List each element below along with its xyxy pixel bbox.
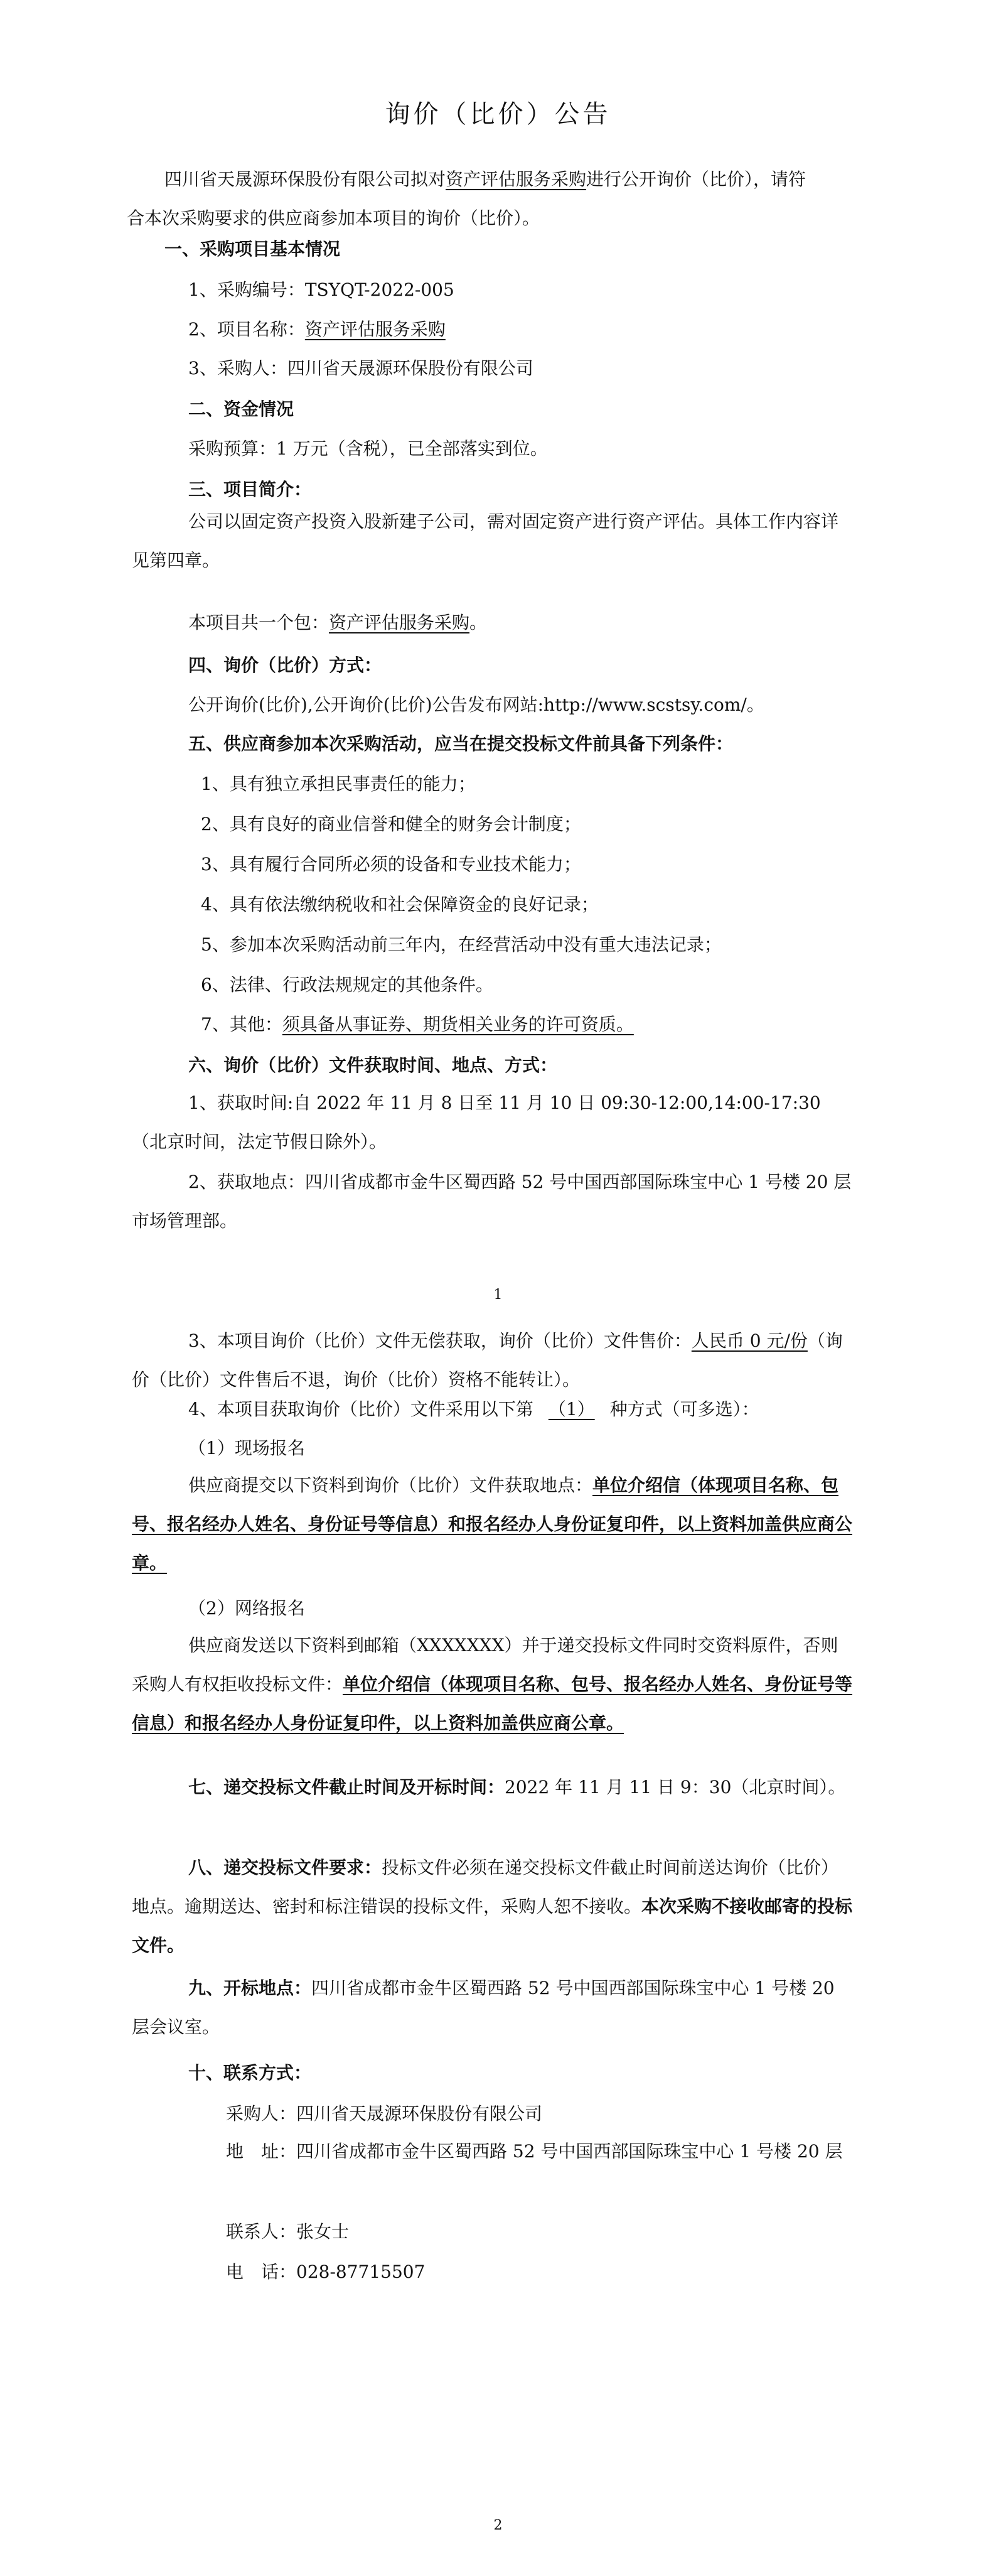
package-suffix: 。 <box>469 612 488 633</box>
method-onsite: （1）现场报名 <box>188 1438 305 1458</box>
project-name-label: 2、项目名称： <box>188 319 305 340</box>
intro-text: 四川省天晟源环保股份有限公司拟对 <box>164 169 446 190</box>
contact-person: 联系人：张女士 <box>226 2221 350 2242</box>
section-6-heading: 六、询价（比价）文件获取时间、地点、方式： <box>188 1055 558 1075</box>
section-10-heading: 十、联系方式： <box>188 2062 312 2083</box>
deadline <box>132 1768 854 1807</box>
contact-address: 地 址：四川省成都市金牛区蜀西路 52 号中国西部国际珠宝中心 1 号楼 20 层 <box>226 2141 843 2162</box>
submission-text: 投标文件必须在递交投标文件截止时间前送达询价（比价）地点。逾期送达、密封和标注错误的投标文件，采购人恕不接收。 <box>132 1857 839 1917</box>
opening-place-text: 四川省成都市金牛区蜀西路 52 号中国西部国际珠宝中心 1 号楼 20 层会议室。 <box>132 1978 835 2037</box>
file-price-value: 人民币 0 元/份 <box>691 1330 808 1351</box>
opening-place <box>132 1969 854 2047</box>
condition-item: 3、具有履行合同所必须的设备和专业技术能力； <box>201 854 581 875</box>
budget-text: 采购预算：1 万元（含税），已全部落实到位。 <box>188 438 548 459</box>
package-line <box>188 612 487 633</box>
file-price-text: 3、本项目询价（比价）文件无偿获取，询价（比价）文件售价： <box>188 1330 692 1351</box>
package-label: 本项目共一个包： <box>188 612 329 633</box>
other-value: 须具备从事证券、期货相关业务的许可资质。 <box>282 1014 634 1035</box>
intro-suffix: 进行公开询价（比价），请符合本次采购要求的供应商参加本项目的询价（比价）。 <box>127 169 806 229</box>
online-text: 供应商发送以下资料到邮箱（XXXXXXX）并于递交投标文件同时交资料原件，否则采购人有权拒收投标文件： <box>132 1635 838 1695</box>
section-4-heading: 四、询价（比价）方式： <box>188 655 382 676</box>
inquiry-method: 公开询价(比价),公开询价(比价)公告发布网站:http://www.scstsy.com/。 <box>188 694 764 715</box>
file-price <box>132 1322 854 1399</box>
onsite-text: 供应商提交以下资料到询价（比价）文件获取地点： <box>188 1475 593 1495</box>
deadline-text: 2022 年 11 月 11 日 9：30（北京时间）。 <box>505 1777 846 1797</box>
section-2-heading: 二、资金情况 <box>188 399 294 419</box>
section-1-heading: 一、采购项目基本情况 <box>164 239 341 259</box>
method-online: （2）网络报名 <box>188 1598 305 1619</box>
section-7-heading: 七、递交投标文件截止时间及开标时间： <box>188 1777 505 1797</box>
project-summary: 公司以固定资产投资入股新建子公司，需对固定资产进行资产评估。具体工作内容详见第四章。 <box>132 511 839 571</box>
contact-purchaser: 采购人：四川省天晟源环保股份有限公司 <box>226 2103 543 2124</box>
condition-item: 5、参加本次采购活动前三年内，在经营活动中没有重大违法记录； <box>201 934 722 955</box>
obtain-method-suffix: 种方式（可多选）： <box>609 1399 759 1420</box>
condition-item: 4、具有依法缴纳税收和社会保障资金的良好记录； <box>201 894 599 915</box>
condition-item-other <box>201 1014 634 1035</box>
onsite-requirements <box>132 1466 854 1583</box>
page-title: 询价（比价）公告 <box>385 100 611 129</box>
online-materials: 单位介绍信（体现项目名称、包号、报名经办人姓名、身份证号等信息）和报名经办人身份证复印件，以上资料加盖供应商公章。 <box>132 1674 853 1733</box>
contact-phone: 电 话：028-87715507 <box>226 2261 426 2282</box>
submission-requirements <box>132 1848 854 1965</box>
other-label: 7、其他： <box>201 1014 282 1035</box>
obtain-time: 1、获取时间:自 2022 年 11 月 8 日至 11 月 10 日 09:30-12:00,14:00-17:30（北京时间，法定节假日除外）。 <box>132 1092 821 1152</box>
procurement-number: 1、采购编号：TSYQT-2022-005 <box>188 279 454 300</box>
obtain-place: 2、获取地点：四川省成都市金牛区蜀西路 52 号中国西部国际珠宝中心 1 号楼 20 层市场管理部。 <box>132 1172 852 1231</box>
obtain-method-value: （1） <box>548 1399 595 1420</box>
obtain-method <box>188 1399 759 1420</box>
section-3-heading: 三、项目简介： <box>188 479 312 500</box>
section-9-heading: 九、开标地点： <box>188 1978 312 1998</box>
project-name-value: 资产评估服务采购 <box>304 319 446 340</box>
intro-item: 资产评估服务采购 <box>446 169 587 190</box>
page-number: 2 <box>493 2518 503 2533</box>
purchaser: 3、采购人：四川省天晟源环保股份有限公司 <box>188 358 533 379</box>
obtain-method-text: 4、本项目获取询价（比价）文件采用以下第 <box>188 1399 533 1420</box>
onsite-materials: 单位介绍信（体现项目名称、包号、报名经办人姓名、身份证号等信息）和报名经办人身份证复印件，以上资料加盖供应商公章。 <box>132 1475 853 1573</box>
file-price-note: （询价（比价）文件售后不退，询价（比价）资格不能转让）。 <box>132 1330 843 1390</box>
condition-item: 1、具有独立承担民事责任的能力； <box>201 773 476 794</box>
section-5-heading: 五、供应商参加本次采购活动，应当在提交投标文件前具备下列条件： <box>188 733 734 754</box>
page-number: 1 <box>493 1287 503 1303</box>
online-requirements <box>132 1626 854 1743</box>
condition-item: 2、具有良好的商业信誉和健全的财务会计制度； <box>201 814 581 834</box>
package-value: 资产评估服务采购 <box>329 612 470 633</box>
submission-note: 本次采购不接收邮寄的投标文件。 <box>132 1896 853 1956</box>
intro-paragraph <box>127 160 817 238</box>
condition-item: 6、法律、行政法规规定的其他条件。 <box>201 974 493 995</box>
section-8-heading: 八、递交投标文件要求： <box>188 1857 382 1878</box>
project-name <box>188 319 446 340</box>
